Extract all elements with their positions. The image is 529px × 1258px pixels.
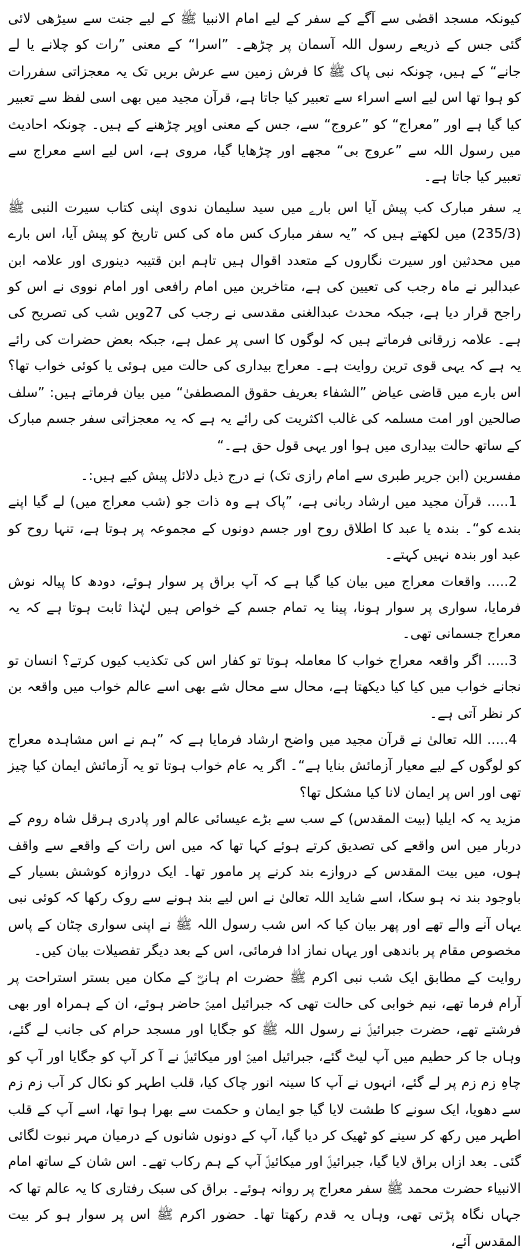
witness-paragraph: مزید یہ کہ ایلیا (بیت المقدس) کے سب سے بڑے عیسائی عالم اور پادری ہرقل شاہ روم کے دربار میں اس واقعے کی تصدیق کرتے ہوئے کہا تھا کہ میں اس رات کے واقعے سے واقف ہوں، میں بیت المقدس کے دروازے بند کرنے پر مامور تھا۔ ایک دروازہ کوشش بسیار کے باوجود بند نہ ہو سکا، اسے شاید اللہ تعالیٰ نے اس لیے بند ہونے سے روک رکھا کہ کوئی نبی یہاں آنے والے تھے اور پھر بیان کیا کہ اس شب رسول اللہ ﷺ نے اپنی سواری چٹان کے پاس مخصوص مقام پر باندھی اور یہاں نماز ادا فرمائی، اس کے بعد دیگر تفصیلات بیان کیں۔ bbox=[8, 811, 521, 960]
list-item-number: 3..... bbox=[487, 652, 518, 669]
arguments-intro: مفسرین (ابن جریر طبری سے امام رازی تک) نے درج ذیل دلائل پیش کیے ہیں:۔ bbox=[80, 467, 521, 484]
list-item-text: قرآن مجید میں ارشاد ربانی ہے، ”پاک ہے وہ ذات جو (شب معراج میں) لے گیا اپنے بندے کو“۔ بندہ یا عبد کا اطلاق روح اور جسم دونوں کے مجموعہ پر ہوتا ہے، تنہا روح کو عبد اور بندہ نہیں کہتے۔ bbox=[8, 494, 521, 564]
list-item bbox=[8, 727, 521, 806]
list-item-number: 4..... bbox=[487, 731, 518, 748]
list-item bbox=[8, 569, 521, 648]
date-paragraph: یہ سفر مبارک کب پیش آیا اس بارے میں سید سلیمان ندوی اپنی کتاب سیرت النبی ﷺ (235/3) میں لکھتے ہیں کہ ”یہ سفر مبارک کس ماہ کی کس تاریخ کو پیش آیا، اس بارے میں محدثین اور سیرت نگاروں کے متعدد اقوال ہیں تاہم ابن قتیبہ دینوری اور علامہ ابن عبدالبر نے ماہ رجب کی تعیین کی ہے، متاخرین میں امام رافعی اور امام نووی نے اس کو راجح قرار دیا ہے، جبکہ محدث عبدالغنی مقدسی نے رجب کی 27ویں شب کی تصریح کی ہے۔ علامہ زرقانی فرماتے ہیں کہ لوگوں کا اسی پر عمل ہے، جبکہ بعض حضرات کی رائے یہ ہے کہ یہی قوی ترین روایت ہے۔ معراج بیداری کی حالت میں ہوئی یا کوئی خواب تھا؟ اس بارے میں قاضی عیاض ”الشفاء بعریف حقوق المصطفیٰ“ میں بیان فرماتے ہیں: ”سلف صالحین اور امت مسلمہ کی غالب اکثریت کی رائے یہ ہے کہ یہ معجزاتی سفر جسم مبارک کے ساتھ حالت بیداری میں ہوا اور یہی قول حق ہے۔“ bbox=[8, 199, 521, 454]
list-item-text: واقعات معراج میں بیان کیا گیا ہے کہ آپ براق پر سوار ہوئے، دودھ کا پیالہ نوش فرمایا، سواری پر سوار ہونا، پینا یہ تمام جسم کے خواص ہیں لہٰذا ثابت ہوتا ہے کہ یہ معراج جسمانی تھی۔ bbox=[8, 573, 521, 643]
list-item bbox=[8, 648, 521, 727]
list-item bbox=[8, 489, 521, 568]
list-item-text: اگر واقعہ معراج خواب کا معاملہ ہوتا تو کفار اس کی تکذیب کیوں کرتے؟ انسان تو نجانے خواب میں کیا کیا دیکھتا ہے، محال سے محال شے بھی اسے عالم خواب میں واقعہ بن کر نظر آتی ہے۔ bbox=[8, 652, 521, 722]
list-item-number: 1..... bbox=[487, 494, 518, 511]
narration-paragraph: روایت کے مطابق ایک شب نبی اکرم ﷺ حضرت ام ہانیؓ کے مکان میں بستر استراحت پر آرام فرما تھے، نیم خوابی کی حالت تھی کہ جبرائیل امینؑ حاضر ہوئے، ان کے ہمراہ اور بھی فرشتے تھے، حضرت جبرائیلؑ نے رسول اللہ ﷺ کو جگایا اور مسجد حرام کی جانب لے گئے، وہاں جا کر حطیم میں آپ لیٹ گئے، جبرائیل امینؑ اور میکائیلؑ نے آ کر آپ کو جگایا اور آپ کو چاہِ زم زم پر لے گئے، انہوں نے آپ کا سینہ انور چاک کیا، قلب اطہر کو نکال کر آب زم زم سے دھویا، ایک سونے کا طشت لایا گیا جو ایمان و حکمت سے بھرا ہوا تھا، اسے آپ کے قلب اطہر میں رکھ کر سینے کو ٹھیک کر دیا گیا، آپ کے دونوں شانوں کے درمیان مہر نبوت لگائی گئی۔ بعد ازاں براق لایا گیا، جبرائیلؑ اور میکائیلؑ آپ کے ہم رکاب تھے۔ اس شان کے ساتھ امام الانبیاء حضرت محمد ﷺ سفر معراج پر روانہ ہوئے۔ براق کی سبک رفتاری کا یہ عالم تھا کہ جہاں نگاہ پڑتی تھی، وہاں یہ قدم رکھتا تھا۔ حضور اکرم ﷺ اس پر سوار ہو کر بیت المقدس آئے، bbox=[8, 969, 521, 1250]
list-item-number: 2..... bbox=[487, 573, 518, 590]
list-item-text: اللہ تعالیٰ نے قرآن مجید میں واضح ارشاد فرمایا ہے کہ ”ہم نے اس مشاہدہ معراج کو لوگوں کے لیے معیار آزمائش بنایا ہے“۔ اگر یہ عام خواب ہوتا تو یہ آزمائش ایمان کیا چیز تھی اور اس پر ایمان لانا کیا مشکل تھا؟ bbox=[8, 731, 521, 801]
intro-paragraph: کیونکہ مسجد اقصٰی سے آگے کے سفر کے لیے امام الانبیا ﷺ کے لیے جنت سے سیڑھی لائی گئی جس کے ذریعے رسول اللہ آسمان پر چڑھے۔ ”اسرا“ کے معنی ”رات کو چلانے یا لے جانے“ کے ہیں، چونکہ نبی پاک ﷺ کا فرش زمین سے عرش بریں تک یہ معجزاتی سفررات کو ہوا تھا اس لیے اسے اسراء سے تعبیر کیا جاتا ہے، قرآن مجید میں بھی اسی لفظ سے تعبیر کیا گیا ہے اور ”معراج“ کو ”عروج“ سے، جس کے معنی اوپر چڑھنے کے ہیں۔ چونکہ احادیث میں رسول اللہ سے ”عروج بی“ مجھے اور چڑھایا گیا، مروی ہے، اس لیے اسے معراج سے تعبیر کیا جاتا ہے۔ bbox=[8, 11, 521, 186]
